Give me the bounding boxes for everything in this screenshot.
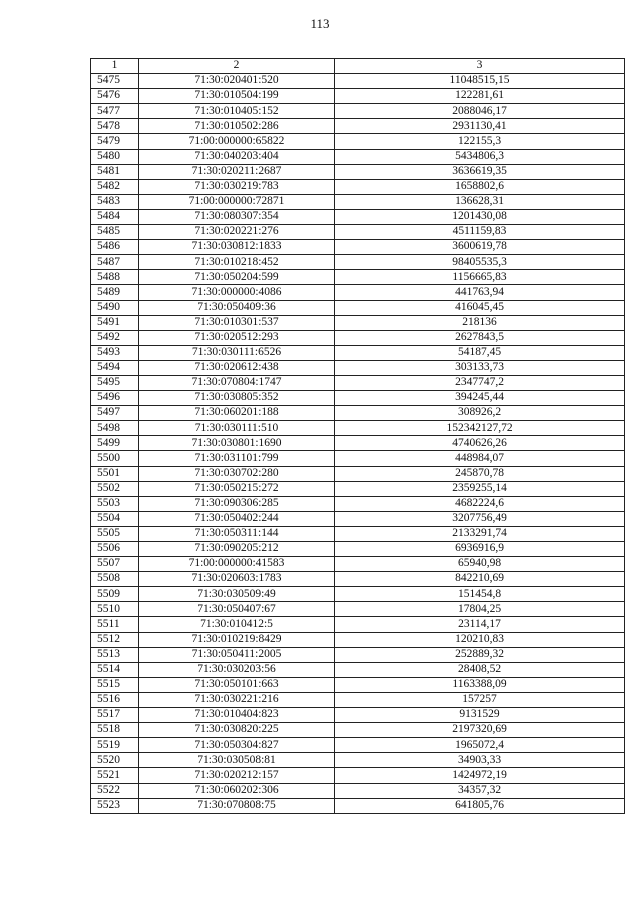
row-number-cell: 5492 xyxy=(91,330,139,345)
row-number-cell: 5506 xyxy=(91,542,139,557)
cadastral-number-cell: 71:30:030820:225 xyxy=(139,723,335,738)
cadastral-number-cell: 71:30:050411:2005 xyxy=(139,647,335,662)
table-row xyxy=(91,662,625,677)
table-row xyxy=(91,677,625,692)
table-row xyxy=(91,526,625,541)
cadastral-number-cell: 71:30:030111:6526 xyxy=(139,345,335,360)
cadastral-number-cell: 71:30:020211:2687 xyxy=(139,164,335,179)
cadastral-number-cell: 71:30:090306:285 xyxy=(139,496,335,511)
row-number-cell: 5522 xyxy=(91,783,139,798)
value-cell: 1163388,09 xyxy=(335,677,625,692)
row-number-cell: 5516 xyxy=(91,692,139,707)
cadastral-number-cell: 71:30:050407:67 xyxy=(139,602,335,617)
row-number-cell: 5485 xyxy=(91,225,139,240)
table-row xyxy=(91,572,625,587)
table-row xyxy=(91,225,625,240)
row-number-cell: 5493 xyxy=(91,345,139,360)
table-row xyxy=(91,511,625,526)
row-number-cell: 5503 xyxy=(91,496,139,511)
cadastral-number-cell: 71:30:030801:1690 xyxy=(139,436,335,451)
row-number-cell: 5476 xyxy=(91,89,139,104)
cadastral-number-cell: 71:30:050311:144 xyxy=(139,526,335,541)
table-row xyxy=(91,542,625,557)
cadastral-number-cell: 71:30:060202:306 xyxy=(139,783,335,798)
cadastral-number-cell: 71:00:000000:41583 xyxy=(139,557,335,572)
row-number-cell: 5517 xyxy=(91,708,139,723)
row-number-cell: 5519 xyxy=(91,738,139,753)
value-cell: 34357,32 xyxy=(335,783,625,798)
value-cell: 2931130,41 xyxy=(335,119,625,134)
page-number: 113 xyxy=(310,16,330,31)
table-row xyxy=(91,557,625,572)
cadastral-number-cell: 71:30:030111:510 xyxy=(139,421,335,436)
table-row xyxy=(91,466,625,481)
table-row xyxy=(91,255,625,270)
value-cell: 23114,17 xyxy=(335,617,625,632)
cadastral-number-cell: 71:30:031101:799 xyxy=(139,451,335,466)
cadastral-number-cell: 71:30:010502:286 xyxy=(139,119,335,134)
row-number-cell: 5523 xyxy=(91,798,139,813)
value-cell: 9131529 xyxy=(335,708,625,723)
row-number-cell: 5501 xyxy=(91,466,139,481)
value-cell: 218136 xyxy=(335,315,625,330)
value-cell: 2197320,69 xyxy=(335,723,625,738)
value-cell: 28408,52 xyxy=(335,662,625,677)
table-row xyxy=(91,300,625,315)
value-cell: 448984,07 xyxy=(335,451,625,466)
value-cell: 245870,78 xyxy=(335,466,625,481)
value-cell: 2347747,2 xyxy=(335,375,625,390)
row-number-cell: 5515 xyxy=(91,677,139,692)
value-cell: 441763,94 xyxy=(335,285,625,300)
table-row xyxy=(91,617,625,632)
cadastral-number-cell: 71:30:050402:244 xyxy=(139,511,335,526)
table-row xyxy=(91,134,625,149)
row-number-cell: 5495 xyxy=(91,375,139,390)
row-number-cell: 5518 xyxy=(91,723,139,738)
table-row xyxy=(91,194,625,209)
table-row xyxy=(91,783,625,798)
table-row xyxy=(91,647,625,662)
cadastral-number-cell: 71:30:030219:783 xyxy=(139,179,335,194)
table-row xyxy=(91,406,625,421)
cadastral-number-cell: 71:30:050304:827 xyxy=(139,738,335,753)
table-row xyxy=(91,496,625,511)
value-cell: 11048515,15 xyxy=(335,74,625,89)
row-number-cell: 5512 xyxy=(91,632,139,647)
table-row xyxy=(91,360,625,375)
cadastral-number-cell: 71:30:010218:452 xyxy=(139,255,335,270)
value-cell: 98405535,3 xyxy=(335,255,625,270)
row-number-cell: 5477 xyxy=(91,104,139,119)
row-number-cell: 5494 xyxy=(91,360,139,375)
cadastral-number-cell: 71:30:030805:352 xyxy=(139,391,335,406)
cadastral-number-cell: 71:30:030508:81 xyxy=(139,753,335,768)
row-number-cell: 5475 xyxy=(91,74,139,89)
cadastral-number-cell: 71:30:050204:599 xyxy=(139,270,335,285)
row-number-cell: 5488 xyxy=(91,270,139,285)
row-number-cell: 5508 xyxy=(91,572,139,587)
value-cell: 641805,76 xyxy=(335,798,625,813)
cadastral-number-cell: 71:30:010412:5 xyxy=(139,617,335,632)
value-cell: 17804,25 xyxy=(335,602,625,617)
cadastral-number-cell: 71:30:050409:36 xyxy=(139,300,335,315)
cadastral-number-cell: 71:30:020212:157 xyxy=(139,768,335,783)
cadastral-number-cell: 71:30:030203:56 xyxy=(139,662,335,677)
cadastral-number-cell: 71:30:050101:663 xyxy=(139,677,335,692)
cadastral-number-cell: 71:30:020512:293 xyxy=(139,330,335,345)
cadastral-number-cell: 71:30:060201:188 xyxy=(139,406,335,421)
value-cell: 1424972,19 xyxy=(335,768,625,783)
row-number-cell: 5491 xyxy=(91,315,139,330)
row-number-cell: 5511 xyxy=(91,617,139,632)
value-cell: 4740626,26 xyxy=(335,436,625,451)
cadastral-number-cell: 71:30:010301:537 xyxy=(139,315,335,330)
table-row xyxy=(91,692,625,707)
value-cell: 308926,2 xyxy=(335,406,625,421)
cadastral-number-cell: 71:30:000000:4086 xyxy=(139,285,335,300)
row-number-cell: 5479 xyxy=(91,134,139,149)
value-cell: 65940,98 xyxy=(335,557,625,572)
row-number-cell: 5478 xyxy=(91,119,139,134)
value-cell: 1658802,6 xyxy=(335,179,625,194)
row-number-cell: 5481 xyxy=(91,164,139,179)
table-header-row xyxy=(91,59,625,74)
value-cell: 2359255,14 xyxy=(335,481,625,496)
table-row xyxy=(91,375,625,390)
table-row xyxy=(91,632,625,647)
table-row xyxy=(91,104,625,119)
value-cell: 152342127,72 xyxy=(335,421,625,436)
row-number-cell: 5487 xyxy=(91,255,139,270)
row-number-cell: 5502 xyxy=(91,481,139,496)
table-row xyxy=(91,708,625,723)
value-cell: 1156665,83 xyxy=(335,270,625,285)
table-row xyxy=(91,421,625,436)
row-number-cell: 5513 xyxy=(91,647,139,662)
column-header-3: 3 xyxy=(335,59,625,74)
cadastral-number-cell: 71:30:010219:8429 xyxy=(139,632,335,647)
cadastral-number-cell: 71:30:020603:1783 xyxy=(139,572,335,587)
cadastral-number-cell: 71:30:050215:272 xyxy=(139,481,335,496)
table-row xyxy=(91,149,625,164)
table-row xyxy=(91,209,625,224)
row-number-cell: 5490 xyxy=(91,300,139,315)
cadastral-number-cell: 71:30:040203:404 xyxy=(139,149,335,164)
value-cell: 3600619,78 xyxy=(335,240,625,255)
row-number-cell: 5496 xyxy=(91,391,139,406)
table-body xyxy=(91,74,625,814)
value-cell: 6936916,9 xyxy=(335,542,625,557)
value-cell: 4682224,6 xyxy=(335,496,625,511)
table-row xyxy=(91,602,625,617)
row-number-cell: 5514 xyxy=(91,662,139,677)
table-row xyxy=(91,164,625,179)
row-number-cell: 5484 xyxy=(91,209,139,224)
row-number-cell: 5510 xyxy=(91,602,139,617)
value-cell: 1965072,4 xyxy=(335,738,625,753)
table-row xyxy=(91,240,625,255)
table-row xyxy=(91,179,625,194)
table-row xyxy=(91,315,625,330)
value-cell: 4511159,83 xyxy=(335,225,625,240)
value-cell: 34903,33 xyxy=(335,753,625,768)
row-number-cell: 5489 xyxy=(91,285,139,300)
cadastral-number-cell: 71:30:020401:520 xyxy=(139,74,335,89)
table-row xyxy=(91,481,625,496)
cadastral-number-cell: 71:30:030221:216 xyxy=(139,692,335,707)
row-number-cell: 5507 xyxy=(91,557,139,572)
table-row xyxy=(91,587,625,602)
value-cell: 2627843,5 xyxy=(335,330,625,345)
table-row xyxy=(91,451,625,466)
value-cell: 2088046,17 xyxy=(335,104,625,119)
table-row xyxy=(91,270,625,285)
cadastral-number-cell: 71:00:000000:65822 xyxy=(139,134,335,149)
table-row xyxy=(91,74,625,89)
value-cell: 136628,31 xyxy=(335,194,625,209)
table-row xyxy=(91,723,625,738)
row-number-cell: 5480 xyxy=(91,149,139,164)
row-number-cell: 5499 xyxy=(91,436,139,451)
column-header-2: 2 xyxy=(139,59,335,74)
table-row xyxy=(91,119,625,134)
column-header-1: 1 xyxy=(91,59,139,74)
value-cell: 3636619,35 xyxy=(335,164,625,179)
cadastral-number-cell: 71:30:010405:152 xyxy=(139,104,335,119)
table-row xyxy=(91,436,625,451)
value-cell: 5434806,3 xyxy=(335,149,625,164)
cadastral-number-cell: 71:30:080307:354 xyxy=(139,209,335,224)
cadastral-number-cell: 71:30:070804:1747 xyxy=(139,375,335,390)
table-row xyxy=(91,285,625,300)
row-number-cell: 5498 xyxy=(91,421,139,436)
table-row xyxy=(91,768,625,783)
data-table xyxy=(90,58,625,814)
table-row xyxy=(91,738,625,753)
cadastral-number-cell: 71:30:010404:823 xyxy=(139,708,335,723)
row-number-cell: 5483 xyxy=(91,194,139,209)
cadastral-number-cell: 71:30:030509:49 xyxy=(139,587,335,602)
table-row xyxy=(91,753,625,768)
value-cell: 394245,44 xyxy=(335,391,625,406)
row-number-cell: 5500 xyxy=(91,451,139,466)
row-number-cell: 5504 xyxy=(91,511,139,526)
table-row xyxy=(91,345,625,360)
cadastral-number-cell: 71:30:020612:438 xyxy=(139,360,335,375)
row-number-cell: 5509 xyxy=(91,587,139,602)
row-number-cell: 5486 xyxy=(91,240,139,255)
value-cell: 54187,45 xyxy=(335,345,625,360)
value-cell: 3207756,49 xyxy=(335,511,625,526)
cadastral-number-cell: 71:30:030702:280 xyxy=(139,466,335,481)
row-number-cell: 5520 xyxy=(91,753,139,768)
table-row xyxy=(91,330,625,345)
value-cell: 151454,8 xyxy=(335,587,625,602)
value-cell: 252889,32 xyxy=(335,647,625,662)
cadastral-number-cell: 71:00:000000:72871 xyxy=(139,194,335,209)
value-cell: 1201430,08 xyxy=(335,209,625,224)
value-cell: 416045,45 xyxy=(335,300,625,315)
table-row xyxy=(91,391,625,406)
row-number-cell: 5505 xyxy=(91,526,139,541)
value-cell: 842210,69 xyxy=(335,572,625,587)
cadastral-number-cell: 71:30:020221:276 xyxy=(139,225,335,240)
table-row xyxy=(91,89,625,104)
row-number-cell: 5482 xyxy=(91,179,139,194)
value-cell: 122155,3 xyxy=(335,134,625,149)
cadastral-number-cell: 71:30:070808:75 xyxy=(139,798,335,813)
cadastral-number-cell: 71:30:090205:212 xyxy=(139,542,335,557)
value-cell: 303133,73 xyxy=(335,360,625,375)
row-number-cell: 5497 xyxy=(91,406,139,421)
row-number-cell: 5521 xyxy=(91,768,139,783)
cadastral-number-cell: 71:30:030812:1833 xyxy=(139,240,335,255)
cadastral-number-cell: 71:30:010504:199 xyxy=(139,89,335,104)
table-row xyxy=(91,798,625,813)
value-cell: 157257 xyxy=(335,692,625,707)
value-cell: 122281,61 xyxy=(335,89,625,104)
value-cell: 2133291,74 xyxy=(335,526,625,541)
value-cell: 120210,83 xyxy=(335,632,625,647)
